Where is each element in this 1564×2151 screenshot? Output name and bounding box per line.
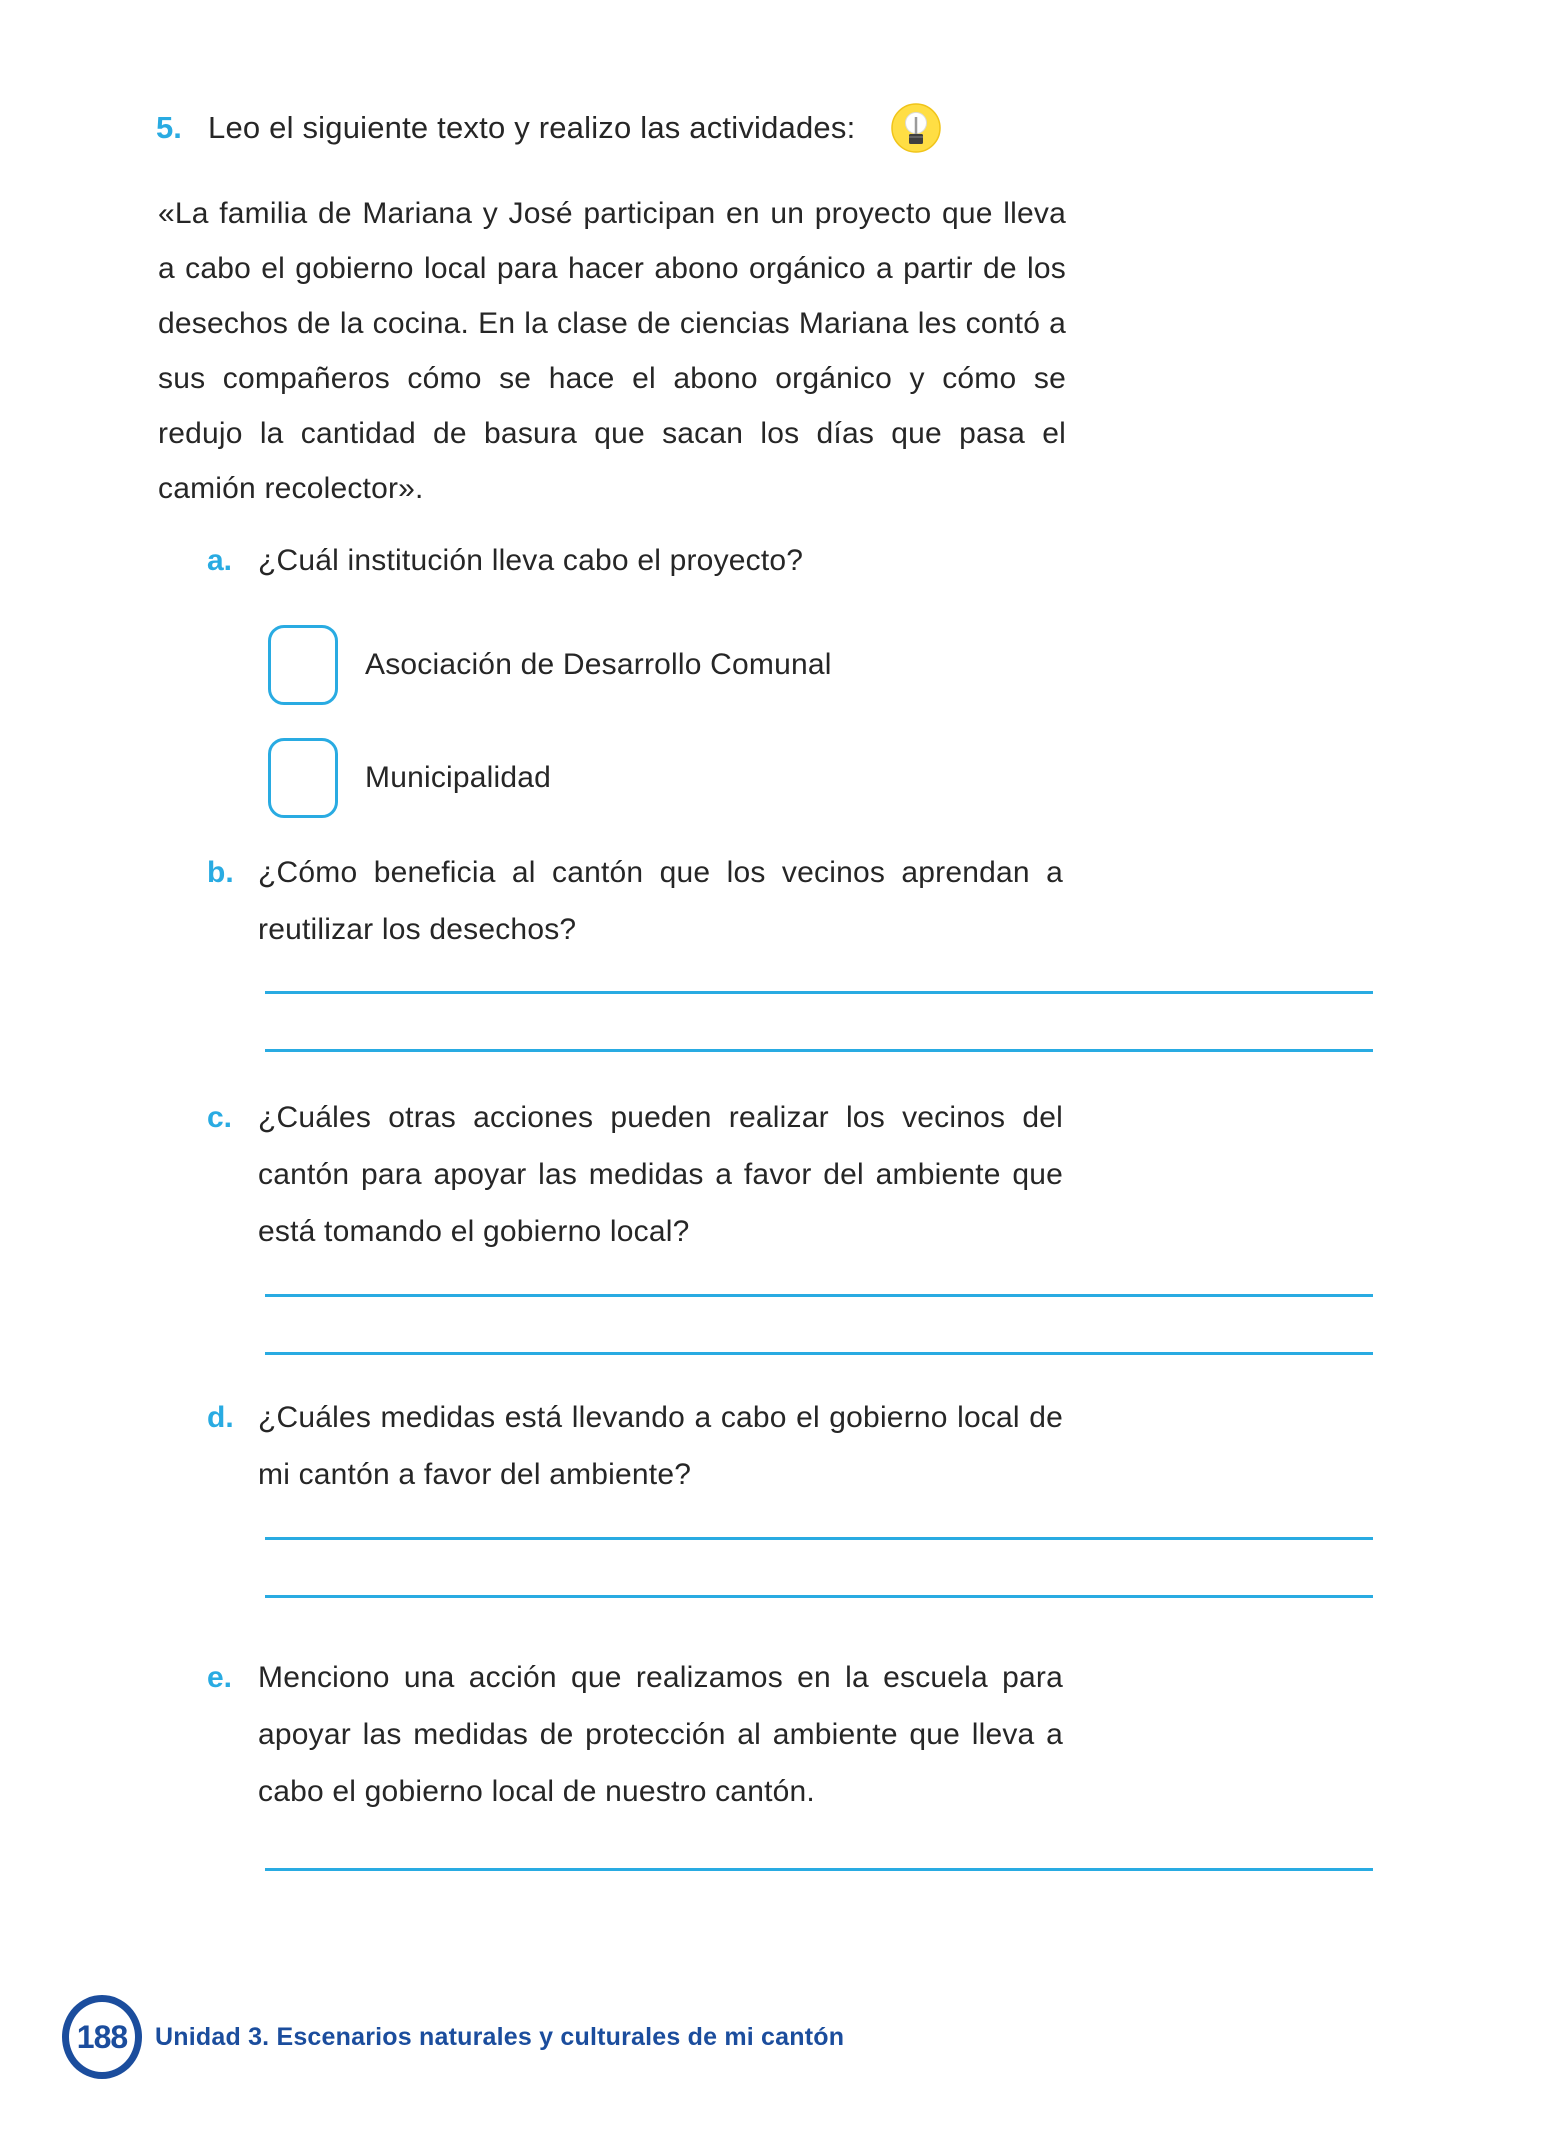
reading-passage: «La familia de Mariana y José participan en un proyecto que lleva a cabo el gobierno local para hacer abono orgánico a partir de los desechos de la cocina. En la clase de ciencias Mariana les contó a sus compañeros cómo se hace el abono orgánico y cómo se redujo la cantidad de basura que sacan los días que pasa el camión recolector». [158, 197, 1066, 505]
page-footer [62, 1995, 844, 2079]
answer-line-c-1[interactable] [265, 1294, 1373, 1297]
option-asociacion-desarrollo-comunal[interactable] [268, 625, 1564, 705]
answer-line-d-2[interactable] [265, 1595, 1373, 1598]
answer-line-b-1[interactable] [265, 991, 1373, 994]
answer-line-b-2[interactable] [265, 1049, 1373, 1052]
question-a-text: ¿Cuál institución lleva cabo el proyecto? [258, 544, 804, 577]
question-c-text: ¿Cuáles otras acciones pueden realizar los vecinos del cantón para apoyar las medidas a favor del ambiente que está tomando el gobierno local? [258, 1101, 1063, 1248]
answer-line-c-2[interactable] [265, 1352, 1373, 1355]
question-b [207, 844, 1063, 958]
page-number-badge: 188 [62, 1995, 142, 2079]
lightbulb-icon [891, 103, 941, 153]
checkbox-asociacion[interactable] [268, 625, 338, 705]
question-c-letter: c. [207, 1101, 233, 1134]
activity-header [156, 103, 1564, 153]
question-d-text: ¿Cuáles medidas está llevando a cabo el gobierno local de mi cantón a favor del ambiente? [258, 1401, 1063, 1491]
question-b-text: ¿Cómo beneficia al cantón que los vecinos aprendan a reutilizar los desechos? [258, 856, 1063, 946]
option-label-asociacion: Asociación de Desarrollo Comunal [365, 648, 832, 681]
answer-line-d-1[interactable] [265, 1537, 1373, 1540]
option-municipalidad[interactable] [268, 738, 1564, 818]
question-a [207, 532, 1063, 589]
checkbox-municipalidad[interactable] [268, 738, 338, 818]
question-d-letter: d. [207, 1401, 234, 1434]
answer-line-e-1[interactable] [265, 1868, 1373, 1871]
question-d [207, 1389, 1063, 1503]
unit-title: Unidad 3. Escenarios naturales y culturales de mi cantón [155, 2022, 845, 2051]
question-e-text: Menciono una acción que realizamos en la escuela para apoyar las medidas de protección al ambiente que lleva a cabo el gobierno local de nuestro cantón. [258, 1661, 1063, 1808]
question-a-letter: a. [207, 544, 233, 577]
question-e [207, 1649, 1063, 1820]
question-c [207, 1089, 1063, 1260]
question-e-letter: e. [207, 1661, 233, 1694]
question-b-letter: b. [207, 856, 234, 889]
option-label-municipalidad: Municipalidad [365, 761, 552, 794]
workbook-page [0, 103, 1564, 2151]
activity-instruction: Leo el siguiente texto y realizo las actividades: [208, 110, 856, 145]
activity-number: 5. [156, 110, 182, 145]
